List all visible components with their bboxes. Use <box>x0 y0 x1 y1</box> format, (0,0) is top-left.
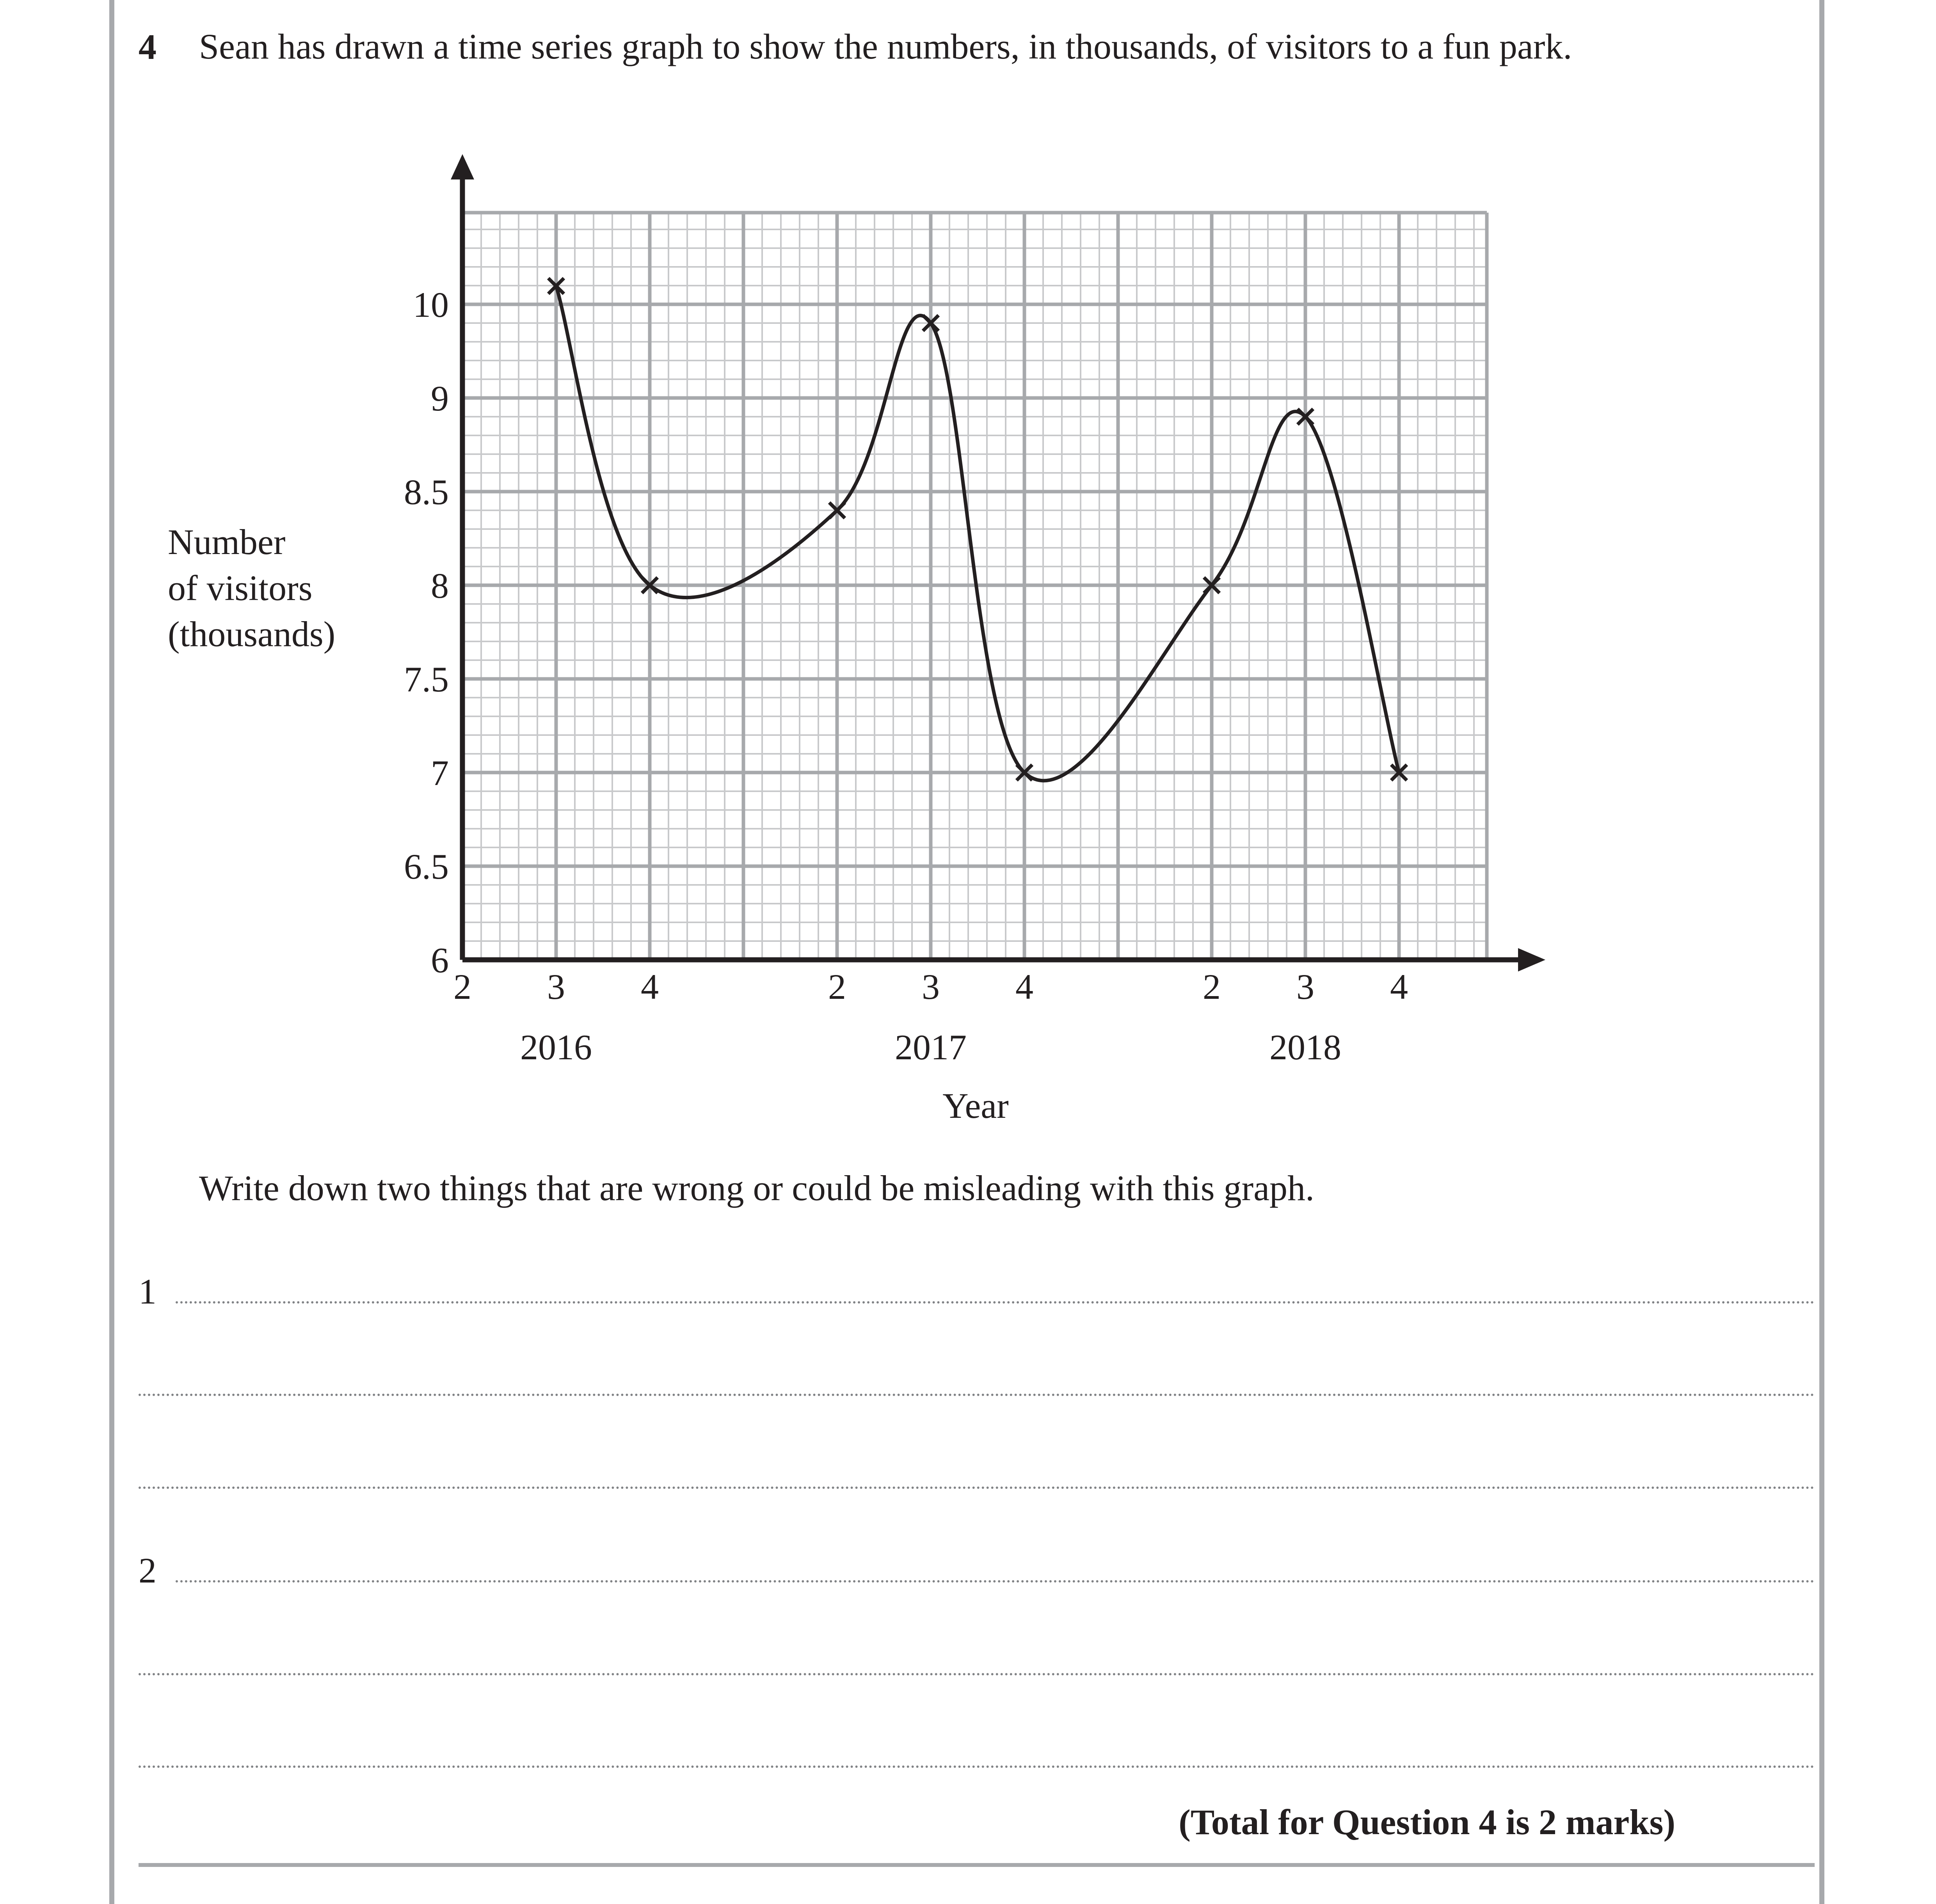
answer-line-2a[interactable] <box>176 1580 1815 1583</box>
year-labels <box>520 1027 1341 1067</box>
bottom-rule <box>139 1863 1815 1867</box>
y-axis-arrow-icon <box>451 154 474 179</box>
y-axis-label-line: (thousands) <box>168 614 336 654</box>
y-axis-label <box>168 522 335 654</box>
y-axis-label-line: of visitors <box>168 568 313 608</box>
question-text: Sean has drawn a time series graph to show the numbers, in thousands, of visitors to a fun park. <box>199 27 1572 66</box>
x-tick-label: 4 <box>1390 967 1408 1007</box>
x-tick-label: 4 <box>1015 967 1033 1007</box>
answer-number-2: 2 <box>139 1551 156 1590</box>
x-tick-label: 2 <box>1203 967 1221 1007</box>
answer-number-1: 1 <box>139 1272 156 1311</box>
x-tick-label: 3 <box>922 967 940 1007</box>
chart-axes <box>451 154 1545 972</box>
x-tick-label: 3 <box>547 967 565 1007</box>
answer-line-1b[interactable] <box>139 1394 1815 1396</box>
question-prompt: Write down two things that are wrong or could be misleading with this graph. <box>199 1168 1314 1208</box>
y-tick-label: 8 <box>431 566 449 606</box>
y-tick-label: 7.5 <box>404 659 449 699</box>
year-label: 2016 <box>520 1027 592 1067</box>
x-axis-arrow-icon <box>1518 948 1545 972</box>
answer-line-2c[interactable] <box>139 1765 1815 1768</box>
x-tick-label: 2 <box>453 967 471 1007</box>
x-tick-label: 2 <box>828 967 846 1007</box>
y-axis-label-line: Number <box>168 522 286 562</box>
y-tick-label: 6 <box>431 940 449 980</box>
y-tick-label: 10 <box>413 285 449 325</box>
x-tick-label: 4 <box>641 967 659 1007</box>
y-tick-label: 7 <box>431 753 449 793</box>
answer-line-1c[interactable] <box>139 1487 1815 1489</box>
x-axis-label: Year <box>942 1086 1009 1126</box>
y-tick-label: 8.5 <box>404 472 449 512</box>
year-label: 2017 <box>895 1027 967 1067</box>
y-tick-label: 9 <box>431 378 449 418</box>
y-axis-tick-labels <box>404 285 449 980</box>
question-number: 4 <box>139 27 156 67</box>
x-tick-label: 3 <box>1296 967 1314 1007</box>
y-tick-label: 6.5 <box>404 847 449 886</box>
year-label: 2018 <box>1269 1027 1341 1067</box>
answer-line-1a[interactable] <box>176 1301 1815 1304</box>
answer-line-2b[interactable] <box>139 1673 1815 1675</box>
x-axis-tick-labels <box>453 967 1408 1007</box>
question-total: (Total for Question 4 is 2 marks) <box>1179 1802 1675 1842</box>
